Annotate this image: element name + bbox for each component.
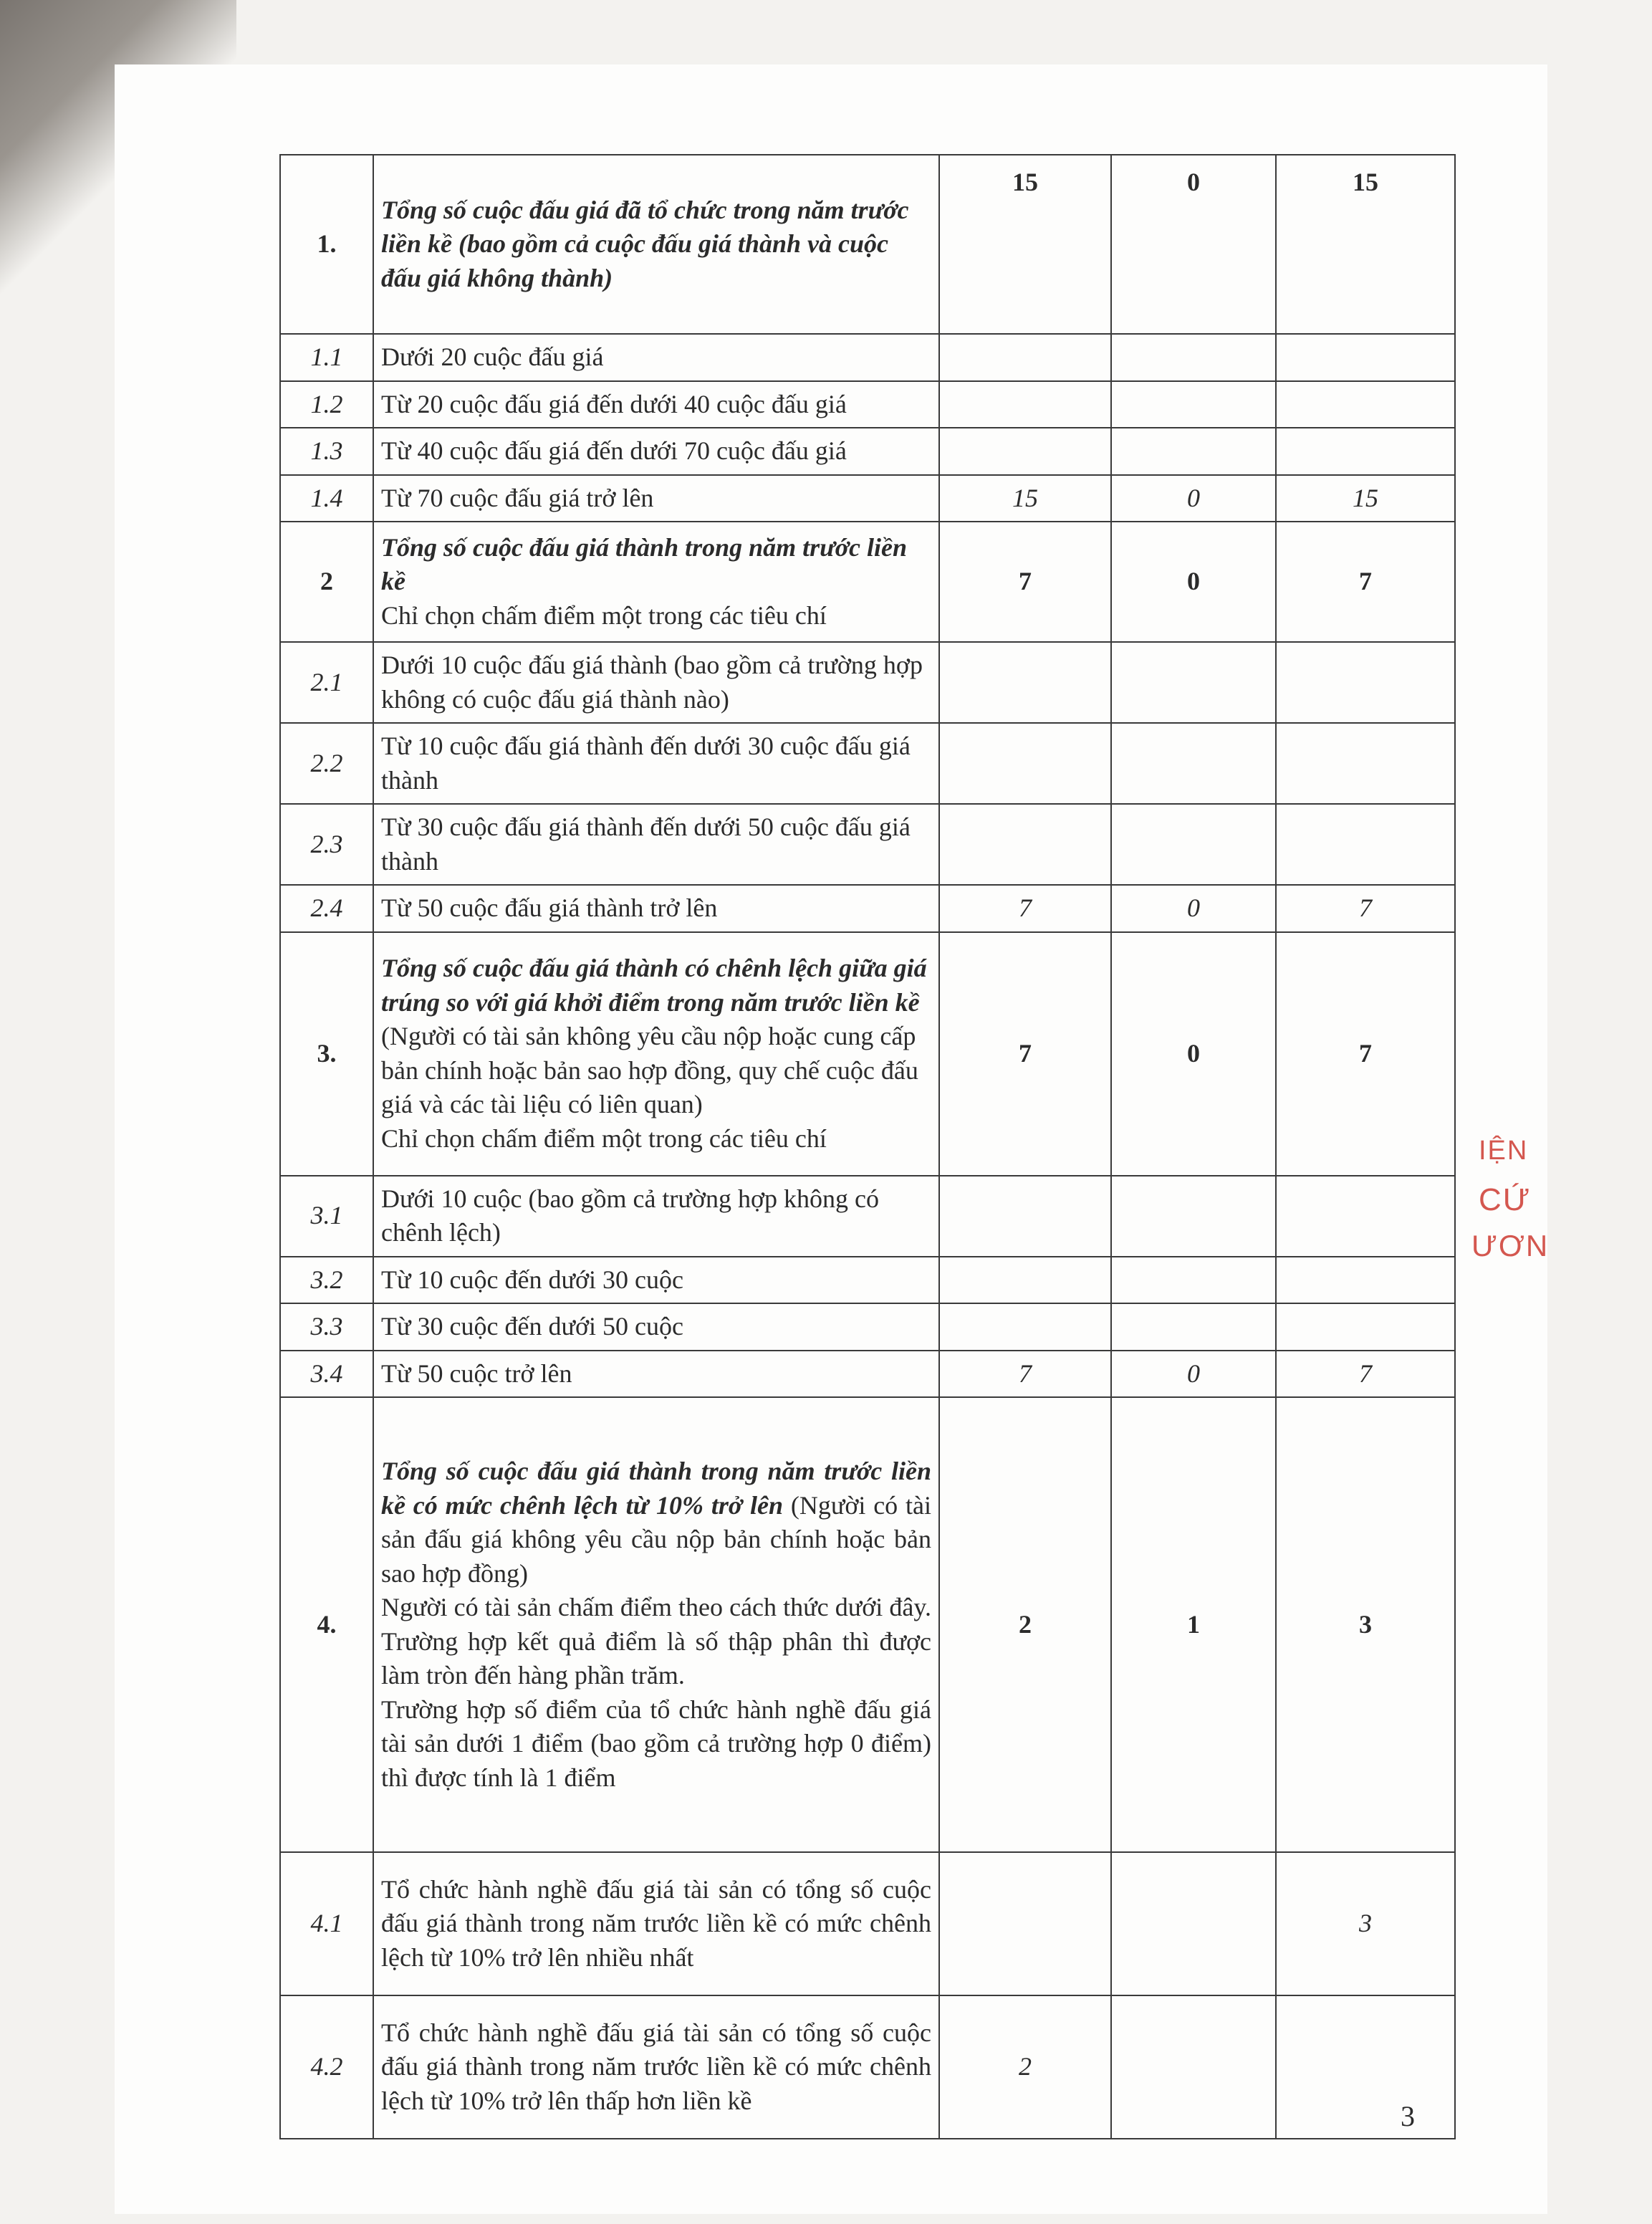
value-col-3 (1276, 428, 1455, 475)
value-col-1: 2 (939, 1995, 1111, 2139)
value-col-2 (1111, 804, 1276, 885)
row-number: 2.1 (280, 642, 373, 723)
table-row (280, 381, 1455, 428)
value-col-1: 15 (939, 475, 1111, 522)
row-description: Từ 50 cuộc trở lên (373, 1351, 939, 1398)
value-col-3 (1276, 1257, 1455, 1304)
row-number: 1.3 (280, 428, 373, 475)
value-col-2: 0 (1111, 1351, 1276, 1398)
row-number: 2.2 (280, 723, 373, 804)
table-row (280, 1351, 1455, 1398)
value-col-3 (1276, 804, 1455, 885)
table-row (280, 932, 1455, 1176)
value-col-3 (1276, 723, 1455, 804)
table-row (280, 428, 1455, 475)
value-col-1: 7 (939, 1351, 1111, 1398)
table-row (280, 885, 1455, 932)
value-col-2 (1111, 1257, 1276, 1304)
row-description: Từ 10 cuộc đến dưới 30 cuộc (373, 1257, 939, 1304)
value-col-3: 15 (1276, 475, 1455, 522)
row-description: Dưới 20 cuộc đấu giá (373, 334, 939, 381)
row-number: 1. (280, 155, 373, 334)
value-col-1: 15 (939, 155, 1111, 334)
row-description: Từ 10 cuộc đấu giá thành đến dưới 30 cuộc đấu giá thành (373, 723, 939, 804)
value-col-2 (1111, 1852, 1276, 1995)
value-col-1 (939, 381, 1111, 428)
row-number: 4.1 (280, 1852, 373, 1995)
table-row (280, 1397, 1455, 1852)
value-col-1 (939, 1303, 1111, 1351)
value-col-2 (1111, 428, 1276, 475)
value-col-1 (939, 804, 1111, 885)
stamp-text-3: ƯƠN (1471, 1229, 1550, 1262)
value-col-1 (939, 428, 1111, 475)
table-row (280, 155, 1455, 334)
row-description: Tổng số cuộc đấu giá đã tổ chức trong năm trước liền kề (bao gồm cả cuộc đấu giá thành và cuộc đấu giá không thành) (373, 155, 939, 334)
value-col-1: 7 (939, 932, 1111, 1176)
value-col-2 (1111, 381, 1276, 428)
row-description: Từ 30 cuộc đấu giá thành đến dưới 50 cuộc đấu giá thành (373, 804, 939, 885)
page-number: 3 (1401, 2100, 1415, 2132)
value-col-1: 7 (939, 885, 1111, 932)
row-number: 3.1 (280, 1176, 373, 1257)
table-row (280, 334, 1455, 381)
value-col-3: 15 (1276, 155, 1455, 334)
row-number: 3.2 (280, 1257, 373, 1304)
red-stamp (1454, 1046, 1598, 1347)
value-col-3 (1276, 334, 1455, 381)
row-number: 3. (280, 932, 373, 1176)
row-description: Tổng số cuộc đấu giá thành trong năm trước liền kề có mức chênh lệch từ 10% trở lên (Người có tài sản đấu giá không yêu cầu nộp bản chính hoặc bản sao hợp đồng) Người có tài sản chấm điểm theo cách thức dưới đây. Trường hợp kết quả điểm là số thập phân thì được làm tròn đến hàng phần trăm. Trường hợp số điểm của tổ chức hành nghề đấu giá tài sản dưới 1 điểm (bao gồm cả trường hợp 0 điểm) thì được tính là 1 điểm (373, 1397, 939, 1852)
row-description: Từ 70 cuộc đấu giá trở lên (373, 475, 939, 522)
row-number: 2 (280, 522, 373, 642)
value-col-1 (939, 642, 1111, 723)
row-description: Từ 40 cuộc đấu giá đến dưới 70 cuộc đấu giá (373, 428, 939, 475)
value-col-1 (939, 1257, 1111, 1304)
value-col-2: 0 (1111, 932, 1276, 1176)
row-number: 2.3 (280, 804, 373, 885)
value-col-2: 0 (1111, 522, 1276, 642)
value-col-3 (1276, 642, 1455, 723)
row-number: 1.1 (280, 334, 373, 381)
value-col-3 (1276, 1176, 1455, 1257)
row-number: 1.2 (280, 381, 373, 428)
table-row (280, 475, 1455, 522)
table-row (280, 1852, 1455, 1995)
value-col-3: 7 (1276, 1351, 1455, 1398)
value-col-3 (1276, 381, 1455, 428)
value-col-3: 7 (1276, 885, 1455, 932)
row-number: 4. (280, 1397, 373, 1852)
table-row (280, 1257, 1455, 1304)
value-col-2: 0 (1111, 475, 1276, 522)
criteria-table (279, 154, 1456, 2139)
value-col-3: 7 (1276, 522, 1455, 642)
row-description: Từ 20 cuộc đấu giá đến dưới 40 cuộc đấu giá (373, 381, 939, 428)
table-row (280, 642, 1455, 723)
value-col-1 (939, 723, 1111, 804)
row-description: Tổng số cuộc đấu giá thành có chênh lệch giữa giá trúng so với giá khởi điểm trong năm trước liền kề (Người có tài sản không yêu cầu nộp hoặc cung cấp bản chính hoặc bản sao hợp đồng, quy chế cuộc đấu giá và các tài liệu có liên quan) Chỉ chọn chấm điểm một trong các tiêu chí (373, 932, 939, 1176)
value-col-1 (939, 334, 1111, 381)
value-col-2 (1111, 1176, 1276, 1257)
row-description: Từ 50 cuộc đấu giá thành trở lên (373, 885, 939, 932)
row-number: 3.3 (280, 1303, 373, 1351)
value-col-1: 2 (939, 1397, 1111, 1852)
value-col-2: 1 (1111, 1397, 1276, 1852)
value-col-3 (1276, 1303, 1455, 1351)
table-row (280, 804, 1455, 885)
row-description: Tổ chức hành nghề đấu giá tài sản có tổng số cuộc đấu giá thành trong năm trước liền kề có mức chênh lệch từ 10% trở lên thấp hơn liền kề (373, 1995, 939, 2139)
value-col-3: 7 (1276, 932, 1455, 1176)
value-col-3: 3 (1276, 1397, 1455, 1852)
table-row (280, 1176, 1455, 1257)
value-col-1 (939, 1852, 1111, 1995)
stamp-text-1: IỆN (1479, 1136, 1529, 1166)
row-description: Từ 30 cuộc đến dưới 50 cuộc (373, 1303, 939, 1351)
table-row (280, 1303, 1455, 1351)
row-description: Tổ chức hành nghề đấu giá tài sản có tổng số cuộc đấu giá thành trong năm trước liền kề có mức chênh lệch từ 10% trở lên nhiều nhất (373, 1852, 939, 1995)
value-col-1: 7 (939, 522, 1111, 642)
value-col-3 (1276, 1995, 1455, 2139)
value-col-2: 0 (1111, 155, 1276, 334)
value-col-3: 3 (1276, 1852, 1455, 1995)
row-number: 4.2 (280, 1995, 373, 2139)
table-row (280, 1995, 1455, 2139)
row-description: Dưới 10 cuộc đấu giá thành (bao gồm cả trường hợp không có cuộc đấu giá thành nào) (373, 642, 939, 723)
value-col-2 (1111, 1995, 1276, 2139)
table-row (280, 723, 1455, 804)
row-number: 2.4 (280, 885, 373, 932)
table-row (280, 522, 1455, 642)
row-number: 1.4 (280, 475, 373, 522)
value-col-2 (1111, 1303, 1276, 1351)
value-col-1 (939, 1176, 1111, 1257)
value-col-2 (1111, 723, 1276, 804)
stamp-text-2: CỨ (1479, 1182, 1532, 1217)
value-col-2 (1111, 642, 1276, 723)
value-col-2 (1111, 334, 1276, 381)
value-col-2: 0 (1111, 885, 1276, 932)
row-description: Dưới 10 cuộc (bao gồm cả trường hợp không có chênh lệch) (373, 1176, 939, 1257)
row-description: Tổng số cuộc đấu giá thành trong năm trước liền kề Chỉ chọn chấm điểm một trong các tiêu chí (373, 522, 939, 642)
row-number: 3.4 (280, 1351, 373, 1398)
